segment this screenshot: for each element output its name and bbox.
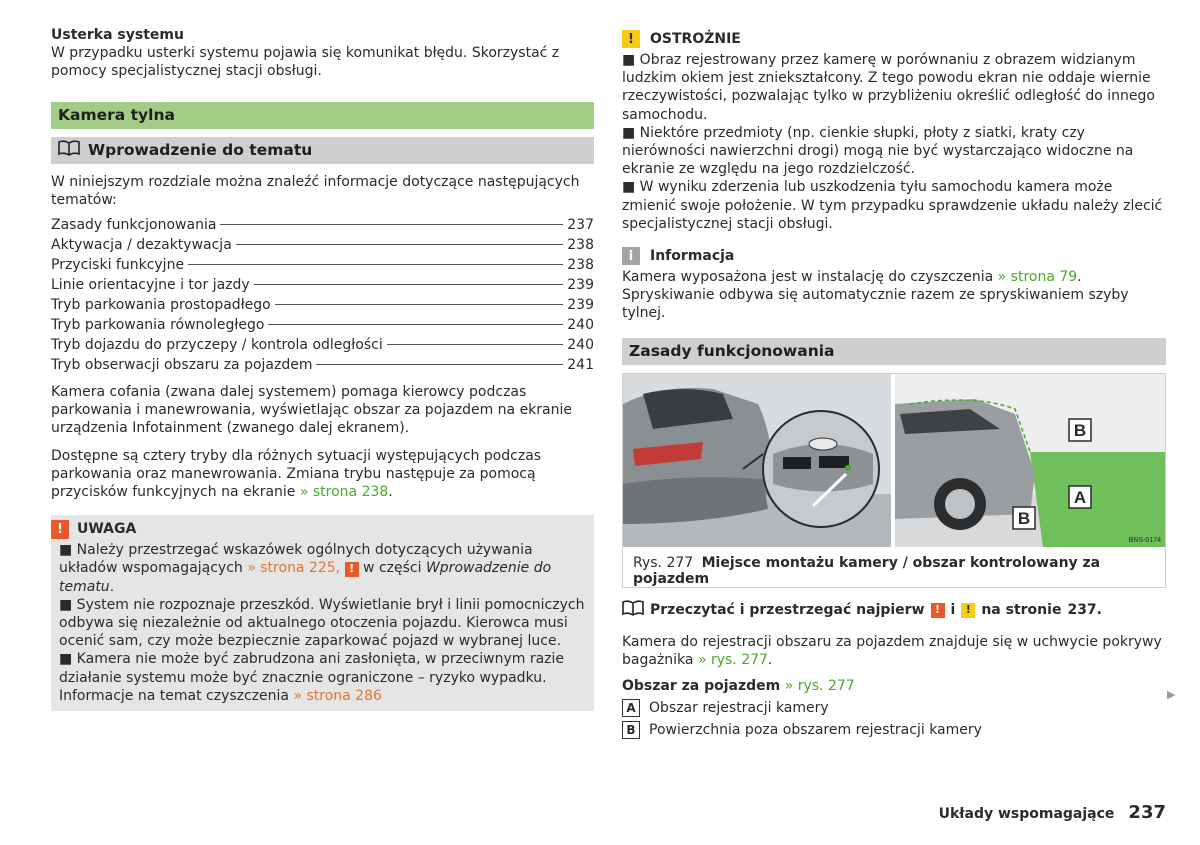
info-header [622, 246, 1166, 266]
warning-icon: ! [51, 520, 69, 539]
next-page-arrow-icon[interactable]: ▶ [1167, 688, 1176, 701]
period: . [767, 652, 773, 669]
intro-title-text: Wprowadzenie do tematu [88, 141, 313, 160]
caution-title: OSTROŻNIE [650, 31, 741, 47]
toc-page: 239 [567, 277, 594, 294]
warning-bullet-1-italic: Wprowadzenie do tematu [59, 560, 552, 595]
footer-page-number: 237 [1128, 802, 1166, 823]
toc-title: Aktywacja / dezaktywacja [51, 237, 232, 254]
paragraph-modes-text: Dostępne są cztery tryby dla różnych sytuacji występujących podczas parkowania oraz manewrowania. Zmiana trybu następuje za pomocą przycisków funkcyjnych na ekranie [51, 447, 542, 501]
toc-title: Tryb parkowania równoległego [51, 317, 265, 334]
figure-caption [623, 547, 1165, 587]
section-title-text: Kamera tylna [58, 105, 175, 124]
warning-header [51, 519, 586, 539]
figure-label-a: A [1073, 487, 1087, 507]
toc-row[interactable] [51, 275, 594, 295]
camera-location-text: Kamera do rejestracji obszaru za pojazdem znajduje się w uchwycie pokrywy bagażnika [622, 633, 1162, 669]
caution-header [622, 29, 1166, 49]
toc-leader [387, 344, 564, 345]
info-text [622, 268, 1166, 323]
info-text-1: Kamera wyposażona jest w instalację do czyszczenia [622, 269, 994, 286]
toc-leader [236, 244, 563, 245]
table-of-contents [51, 215, 594, 375]
section-title-principles [622, 338, 1166, 365]
link-page-225[interactable]: » strona 225, [247, 560, 341, 577]
legend-text-a: Obszar rejestracji kamery [649, 700, 829, 717]
link-page-79[interactable]: » strona 79 [997, 269, 1078, 286]
warning-icon: ! [931, 603, 945, 618]
toc-leader [220, 224, 563, 225]
system-fault-heading: Usterka systemu [51, 27, 184, 43]
footer-chapter: Układy wspomagające [938, 806, 1115, 822]
toc-row[interactable] [51, 215, 594, 235]
figure-caption-text: Miejsce montażu kamery / obszar kontrolowany za pojazdem [633, 554, 1101, 587]
figure-code: BNS-0174 [1128, 536, 1161, 544]
toc-page: 238 [567, 237, 594, 254]
page-footer [939, 802, 1166, 823]
toc-row[interactable] [51, 355, 594, 375]
caution-icon: ! [961, 603, 975, 618]
figure-image [623, 374, 1165, 547]
figure-label-b-top: B [1073, 420, 1087, 440]
section-title-principles-text: Zasady funkcjonowania [629, 342, 835, 361]
link-figure-277[interactable]: » rys. 277 [784, 678, 855, 695]
book-icon [622, 600, 644, 621]
caution-bullet-1: ■ Obraz rejestrowany przez kamerę w porównaniu z obrazem widzianym ludzkim okiem jest zniekształcony. Z tego powodu ekran nie oddaje wiernie rzeczywistości, pozwalając tylko w przybliżeniu określić odległość do innego samochodu. [622, 52, 1155, 123]
area-heading-text: Obszar za pojazdem [622, 678, 781, 695]
toc-page: 239 [567, 297, 594, 314]
info-title: Informacja [650, 248, 735, 265]
info-text-2: . Spryskiwanie odbywa się automatycznie razem ze spryskiwaniem szyby tylnej. [622, 269, 1129, 322]
toc-title: Przyciski funkcyjne [51, 257, 185, 274]
toc-leader [275, 304, 564, 305]
figure-277 [622, 373, 1166, 588]
figure-caption-prefix: Rys. 277 [633, 554, 694, 571]
link-figure-277[interactable]: » rys. 277 [697, 652, 768, 669]
right-column [622, 29, 1166, 741]
camera-location-paragraph [622, 633, 1166, 669]
intro-text: W niniejszym rozdziale można znaleźć informacje dotyczące następujących tematów: [51, 173, 580, 208]
toc-leader [316, 364, 563, 365]
warning-box [51, 515, 594, 711]
legend-text-b: Powierzchnia poza obszarem rejestracji kamery [649, 722, 982, 739]
warning-bullet-1-text: ■ Należy przestrzegać wskazówek ogólnych dotyczących używania układów wspomagających [59, 542, 533, 577]
system-fault-text: W przypadku usterki systemu pojawia się komunikat błędu. Skorzystać z pomocy specjalistycznej stacji obsługi. [51, 45, 560, 80]
paragraph-modes [51, 447, 586, 502]
warning-bullet-2: ■ System nie rozpoznaje przeszkód. Wyświetlanie brył i linii pomocniczych odbywa się niezależnie od aktualnego otoczenia pojazdu. Kierowca musi ocenić sam, czy może bezpiecznie zaparkować pojazd w wybranej luce. [59, 596, 585, 650]
link-page-286[interactable]: » strona 286 [293, 687, 382, 704]
toc-title: Tryb obserwacji obszaru za pojazdem [51, 357, 313, 374]
toc-page: 240 [567, 337, 594, 354]
read-note-text-1: Przeczytać i przestrzegać najpierw [650, 602, 925, 619]
warning-icon: ! [345, 562, 359, 577]
legend-item-b [622, 719, 1166, 741]
toc-title: Linie orientacyjne i tor jazdy [51, 277, 250, 294]
toc-leader [254, 284, 564, 285]
intro-title-bar [51, 137, 594, 164]
camera-area-illustration [895, 374, 1165, 547]
toc-title: Tryb parkowania prostopadłego [51, 297, 271, 314]
toc-title: Zasady funkcjonowania [51, 217, 217, 234]
warning-bullet-1-mid: w części [363, 560, 422, 577]
toc-row[interactable] [51, 315, 594, 335]
info-icon: i [622, 247, 640, 265]
rear-camera-location-illustration [623, 374, 891, 547]
caution-bullet-3: ■ W wyniku zderzenia lub uszkodzenia tyłu samochodu kamera może zmienić swoje położenie. W tym przypadku sprawdzenie układu należy zlecić specjalistycznej stacji obsługi. [622, 179, 1163, 232]
read-note-and: i [950, 602, 956, 619]
left-column [51, 26, 594, 711]
toc-leader [188, 264, 563, 265]
link-page-238[interactable]: » strona 238 [299, 484, 389, 501]
toc-page: 241 [567, 357, 594, 374]
legend-item-a [622, 697, 1166, 719]
warning-title: UWAGA [77, 521, 137, 538]
caution-icon: ! [622, 30, 640, 48]
paragraph-rear-camera-description: Kamera cofania (zwana dalej systemem) pomaga kierowcy podczas parkowania i manewrowania, wyświetlając obszar za pojazdem na ekranie urządzenia Infotainment (zwanego dalej ekranem). [51, 384, 573, 437]
read-note-page: 237. [1067, 602, 1102, 619]
section-title-rear-camera [51, 102, 594, 129]
toc-row[interactable] [51, 295, 594, 315]
area-heading [622, 677, 1166, 695]
toc-leader [268, 324, 563, 325]
caution-bullet-2: ■ Niektóre przedmioty (np. cienkie słupki, płoty z siatki, kraty czy nierówności nawierzchni drogi) mogą nie być wystarczająco widoczne na ekranie ze względu na jego rozdzielczość. [622, 124, 1134, 178]
legend-key-a: A [622, 699, 640, 717]
book-icon [58, 140, 80, 160]
toc-row[interactable] [51, 235, 594, 255]
warning-bullet-3 [59, 650, 586, 705]
period: . [109, 578, 115, 595]
period: . [388, 484, 393, 501]
figure-label-b-bottom: B [1017, 508, 1031, 528]
read-note [622, 600, 1166, 621]
legend-key-b: B [622, 721, 640, 739]
warning-bullet-3-text: ■ Kamera nie może być zabrudzona ani zasłonięta, w przeciwnym razie działanie systemu może być znacznie ograniczone – ryzyko wypadku. Informacje na temat czyszczenia [59, 651, 565, 704]
toc-title: Tryb dojazdu do przyczepy / kontrola odległości [51, 337, 383, 354]
toc-page: 238 [567, 257, 594, 274]
warning-bullet-1 [59, 541, 586, 596]
toc-row[interactable] [51, 255, 594, 275]
toc-page: 237 [567, 217, 594, 234]
toc-page: 240 [567, 317, 594, 334]
toc-row[interactable] [51, 335, 594, 355]
read-note-text-2: na stronie [981, 602, 1062, 619]
